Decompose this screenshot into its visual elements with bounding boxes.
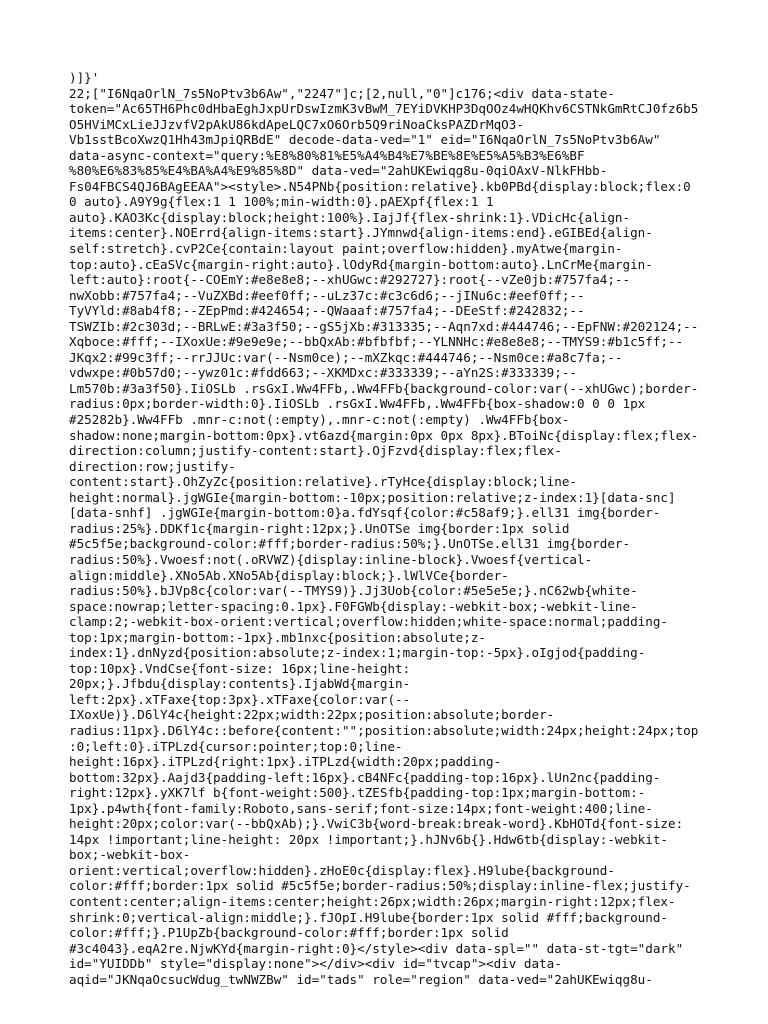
text-line: align:middle}.XNo5Ab.XNo5Ab{display:block;}.lWlVCe{border- [69,567,509,583]
text-line: self:stretch}.cvP2Ce{contain:layout paint;overflow:hidden}.myAtwe{margin- [69,241,623,257]
text-line: 22;["I6NqaOrlN_7s5NoPtv3b6Aw","2247"]c;[2,null,"0"]c176;<div data-state- [69,85,615,101]
text-line: left:2px}.xTFaxe{top:3px}.xTFaxe{color:var(-- [69,691,411,707]
text-line: radius:50%}.Vwoesf:not(.oRVWZ){display:inline-block}.Vwoesf{vertical- [69,551,593,567]
text-line: auto}.KAO3Kc{display:block;height:100%}.IajJf{flex-shrink:1}.VDicHc{align- [69,209,631,225]
text-line: #5c5f5e;background-color:#fff;border-radius:50%;}.UnOTSe.ell31 img{border- [69,536,631,552]
text-line: 20px;}.Jfbdu{display:contents}.IjabWd{margin- [69,676,411,692]
text-line: left:auto}:root{--COEmY:#e8e8e8;--xhUGwc:#292727}:root{--vZe0jb:#757fa4;-- [69,272,631,288]
text-line: TSWZIb:#2c303d;--BRLwE:#3a3f50;--gS5jXb:#313335;--Aqn7xd:#444746;--EpFNW:#202124;-- [69,318,699,334]
text-line: radius:11px}.D6lY4c::before{content:"";position:absolute;width:24px;height:24px;top [69,722,699,738]
text-line: top:1px;margin-bottom:-1px}.mb1nxc{position:absolute;z- [69,629,487,645]
text-line: #3c4043}.eqA2re.NjwKYd{margin-right:0}</style><div data-spl="" data-st-tgt="dark" [69,940,684,956]
text-line: color:#fff;}.P1UpZb{background-color:#fff;border:1px solid [69,925,509,941]
text-line: top:10px}.VndCse{font-size: 16px;line-height: [69,660,411,676]
text-line: direction:column;justify-content:start}.OjFzvd{display:flex;flex- [69,443,562,459]
text-line: Fs04FBCS4QJ6BAgEEAA"><style>.N54PNb{position:relative}.kb0PBd{display:block;flex:0 [69,178,691,194]
text-line: height:20px;color:var(--bbQxAb);}.VwiC3b{word-break:break-word}.KbHOTd{font-size: [69,816,684,832]
text-line: height:16px}.iTPLzd{right:1px}.iTPLzd{width:20px;padding- [69,754,502,770]
text-line: Xqboce:#fff;--IXoxUe:#9e9e9e;--bbQxAb:#bfbfbf;--YLNNHc:#e8e8e8;--TMYS9:#b1c5ff;-- [69,334,684,350]
text-line: Lm570b:#3a3f50}.IiOSLb .rsGxI.Ww4FFb,.Ww4FFb{background-color:var(--xhUGwc);border- [69,380,699,396]
raw-response-text [69,70,709,987]
text-line: IXoxUe)}.D6lY4c{height:22px;width:22px;position:absolute;border- [69,707,555,723]
text-line: aqid="JKNqaOcsucWdug_twNWZBw" id="tads" role="region" data-ved="2ahUKEwiqg8u- [69,971,653,987]
text-line: TyVYld:#8ab4f8;--ZEpPmd:#424654;--QWaaaf:#757fa4;--DEeStf:#242832;-- [69,303,585,319]
text-line: direction:row;justify- [69,458,236,474]
text-line: clamp:2;-webkit-box-orient:vertical;overflow:hidden;white-space:normal;padding- [69,614,668,630]
text-line: )]}' [69,70,100,85]
text-line: content:center;align-items:center;height:26px;width:26px;margin-right:12px;flex- [69,893,676,909]
text-line: shadow:none;margin-bottom:0px}.vt6azd{margin:0px 0px 8px}.BToiNc{display:flex;flex- [69,427,699,443]
text-line: radius:50%}.bJVp8c{color:var(--TMYS9)}.Jj3Uob{color:#5e5e5e;}.nC62wb{white- [69,583,638,599]
text-line: id="YUIDDb" style="display:none"></div><div id="tvcap"><div data- [69,956,562,972]
text-line: 0 auto}.A9Y9g{flex:1 1 100%;min-width:0}.pAEXpf{flex:1 1 [69,194,494,210]
text-line: right:12px}.yXK7lf b{font-weight:500}.tZESfb{padding-top:1px;margin-bottom:- [69,785,646,801]
text-line: items:center}.NOErrd{align-items:start}.JYmnwd{align-items:end}.eGIBEd{align- [69,225,653,241]
text-line: bottom:32px}.Aajd3{padding-left:16px}.cB4NFc{padding-top:16px}.lUn2nc{padding- [69,769,661,785]
text-line: radius:0px;border-width:0}.IiOSLb .rsGxI.Ww4FFb,.Ww4FFb{box-shadow:0 0 0 1px [69,396,646,412]
text-line: nwXobb:#757fa4;--VuZXBd:#eef0ff;--uLz37c:#c3c6d6;--jINu6c:#eef0ff;-- [69,287,585,303]
text-line: :0;left:0}.iTPLzd{cursor:pointer;top:0;line- [69,738,403,754]
text-line: O5HViMCxLieJJzvfV2pAkU86kdApeLQC7xO6Orb5Q9riNoaCksPAZDrMqO3- [69,116,524,132]
text-line: JKqx2:#99c3ff;--rrJJUc:var(--Nsm0ce);--mXZkqc:#444746;--Nsm0ce:#a8c7fa;-- [69,349,623,365]
text-line: shrink:0;vertical-align:middle;}.fJOpI.H9lube{border:1px solid #fff;background- [69,909,668,925]
text-line: top:auto}.cEaSVc{margin-right:auto}.lOdyRd{margin-bottom:auto}.LnCrMe{margin- [69,256,653,272]
text-line: height:normal}.jgWGIe{margin-bottom:-10px;position:relative;z-index:1}[data-snc] [69,489,676,505]
text-line: data-async-context="query:%E8%80%81%E5%A4%B4%E7%BE%8E%E5%A5%B3%E6%BF [69,147,585,163]
text-line: box;-webkit-box- [69,847,191,863]
text-line: 1px}.p4wth{font-family:Roboto,sans-serif;font-size:14px;font-weight:400;line- [69,800,653,816]
text-line: radius:25%}.DDKf1c{margin-right:12px;}.UnOTSe img{border:1px solid [69,520,570,536]
text-line: color:#fff;border:1px solid #5c5f5e;border-radius:50%;display:inline-flex;justify- [69,878,691,894]
text-line: content:start}.OhZyZc{position:relative}.rTyHce{display:block;line- [69,474,577,490]
text-line: space:nowrap;letter-spacing:0.1px}.F0FGWb{display:-webkit-box;-webkit-line- [69,598,638,614]
text-line: [data-snhf] .jgWGIe{margin-bottom:0}a.fdYsqf{color:#c58af9;}.ell31 img{border- [69,505,661,521]
text-line: 14px !important;line-height: 20px !important;}.hJNv6b{}.Hdw6tb{display:-webkit- [69,831,668,847]
text-line: token="Ac65TH6Phc0dHbaEghJxpUrDswIzmK3vBwM_7EYiDVKHP3DqOOz4wHQKhv6CSTNkGmRtCJ0fz6b5 [69,101,699,117]
text-line: vdwxpe:#0b57d0;--ywz01c:#fdd663;--XKMDxc:#333339;--aYn2S:#333339;-- [69,365,577,381]
text-line: %80%E6%83%85%E4%BA%A4%E9%85%8D" data-ved="2ahUKEwiqg8u-0qiOAxV-NlkFHbb- [69,163,608,179]
text-line: orient:vertical;overflow:hidden}.zHoE0c{display:flex}.H9lube{background- [69,862,615,878]
text-line: index:1}.dnNyzd{position:absolute;z-index:1;margin-top:-5px}.oIgjod{padding- [69,645,646,661]
text-line: #25282b}.Ww4FFb .mnr-c:not(:empty),.mnr-c:not(:empty) .Ww4FFb{box- [69,412,570,428]
text-line: Vb1sstBcoXwzQ1Hh43mJpiQRBdE" decode-data-ved="1" eid="I6NqaOrlN_7s5NoPtv3b6Aw" [69,132,661,148]
